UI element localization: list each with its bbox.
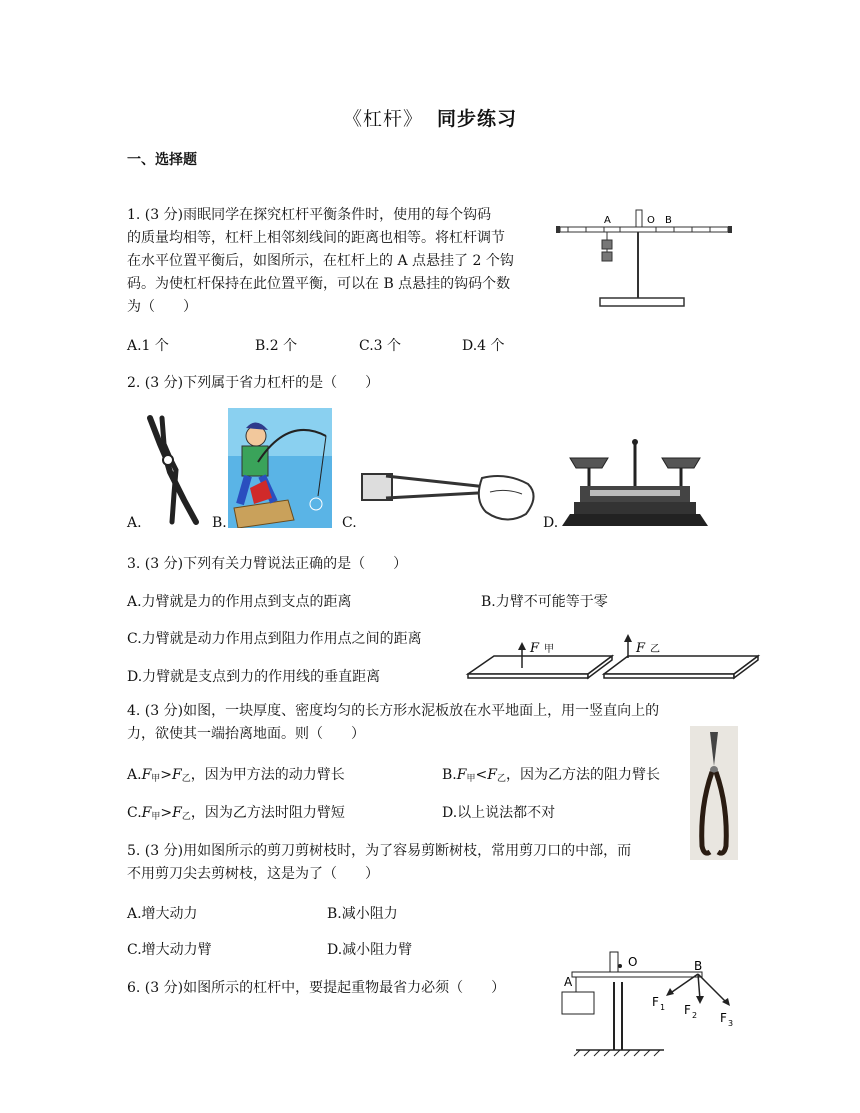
q5-line: 5. (3 分)用如图所示的剪刀剪树枝时，为了容易剪断树枝，常用剪刀口的中部，而 [127,843,632,859]
section-heading: 一、选择题 [127,152,197,168]
title-main: 同步练习 [437,108,518,130]
q4b-f2: F [487,767,497,783]
q4b-f1: F [456,767,467,783]
q2-option-c: C. [342,515,357,531]
q6-label-f2: F [684,1003,691,1017]
q6-label-a: A [564,975,573,989]
fishing-rod-image [228,408,332,528]
tongs-image [356,462,544,528]
q3-label-f1-sub: 甲 [544,644,554,655]
q4b-pre: B. [442,767,457,783]
q4-line: 4. (3 分)如图，一块厚度、密度均匀的长方形水泥板放在水平地面上，用一竖直向上的 [127,703,660,719]
q6-label-f1: F [652,995,659,1009]
q4-option-a [127,764,345,784]
title-book: 《杠杆》 [342,108,423,130]
question-3-stem: 3. (3 分)下列有关力臂说法正确的是（ ） [127,556,408,572]
q5-option-c: C.增大动力臂 [127,942,212,958]
q1-option-d: D.4 个 [462,338,505,354]
q1-lever-figure [548,204,738,316]
q4-option-c [127,802,345,822]
question-5-stem [127,840,687,886]
q3-label-f2: F [636,641,646,656]
q3-option-d: D.力臂就是支点到力的作用线的垂直距离 [127,669,381,685]
q1-line: 在水平位置平衡后，如图所示，在杠杆上的 A 点悬挂了 2 个钩 [127,253,514,269]
q6-lever-figure [558,946,748,1058]
question-1-stem [127,204,557,319]
q5-option-d: D.减小阻力臂 [327,942,413,958]
q3-label-f1: F [530,641,540,656]
q4a-f2: F [172,767,182,783]
q5-option-b: B.减小阻力 [327,906,398,922]
q1-label-b: B [665,215,672,226]
q4-option-b [442,764,660,784]
q4b-s2: 乙 [496,774,506,784]
q4a-f1: F [141,767,152,783]
q6-label-f3: F [720,1011,727,1025]
q4c-f1: F [141,805,152,821]
q5-option-a: A.增大动力 [127,906,198,922]
pliers-image [140,414,210,526]
q6-label-f3-sub: 3 [728,1019,734,1028]
q4c-op: > [160,805,173,821]
q6-label-f1-sub: 1 [660,1003,666,1012]
shears-image [690,726,738,860]
q4b-post: ，因为乙方法的阻力臂长 [505,767,660,783]
q4c-pre: C. [127,805,142,821]
q1-option-a: A.1 个 [127,338,169,354]
q3-option-c: C.力臂就是动力作用点到阻力作用点之间的距离 [127,631,422,647]
q4b-s1: 甲 [466,774,476,784]
q4c-post: ，因为乙方法时阻力臂短 [190,805,345,821]
question-6-stem: 6. (3 分)如图所示的杠杆中，要提起重物最省力必须（ ） [127,980,506,996]
q1-option-b: B.2 个 [255,338,298,354]
q5-line: 不用剪刀尖去剪树枝，这是为了（ ） [127,866,379,882]
q1-line: 为（ ） [127,299,197,315]
q6-label-f2-sub: 2 [692,1011,698,1020]
question-2-stem: 2. (3 分)下列属于省力杠杆的是（ ） [127,375,380,391]
balance-scale-image [560,436,710,528]
q4a-op: > [160,767,173,783]
q1-line: 的质量均相等，杠杆上相邻刻线间的距离也相等。将杠杆调节 [127,230,505,246]
page-title [0,104,860,131]
q4a-pre: A. [127,767,142,783]
question-4-stem [127,700,747,746]
q4a-s1: 甲 [151,774,161,784]
q2-option-b: B. [212,515,227,531]
q4-line: 力，欲使其一端抬离地面。则（ ） [127,726,365,742]
q4a-s2: 乙 [181,774,191,784]
q2-option-d: D. [543,515,559,531]
q4c-f2: F [172,805,182,821]
q1-option-c: C.3 个 [359,338,402,354]
q1-line: 1. (3 分)雨眠同学在探究杠杆平衡条件时，使用的每个钩码 [127,207,492,223]
q1-line: 码。为使杠杆保持在此位置平衡，可以在 B 点悬挂的钩码个数 [127,276,511,292]
q3-label-f2-sub: 乙 [650,644,660,655]
q4b-op: < [475,767,488,783]
q1-label-o: O [647,215,655,226]
q3-option-b: B.力臂不可能等于零 [481,594,608,610]
q2-option-a: A. [127,515,142,531]
q4c-s2: 乙 [181,812,191,822]
q1-label-a: A [604,215,611,226]
q3-option-a: A.力臂就是力的作用点到支点的距离 [127,594,352,610]
q4a-post: ，因为甲方法的动力臂长 [190,767,345,783]
q6-label-o: O [628,955,638,969]
q4c-s1: 甲 [151,812,161,822]
q4-option-d: D.以上说法都不对 [442,805,556,821]
q6-label-b: B [694,959,703,973]
slab-figure [464,634,774,682]
